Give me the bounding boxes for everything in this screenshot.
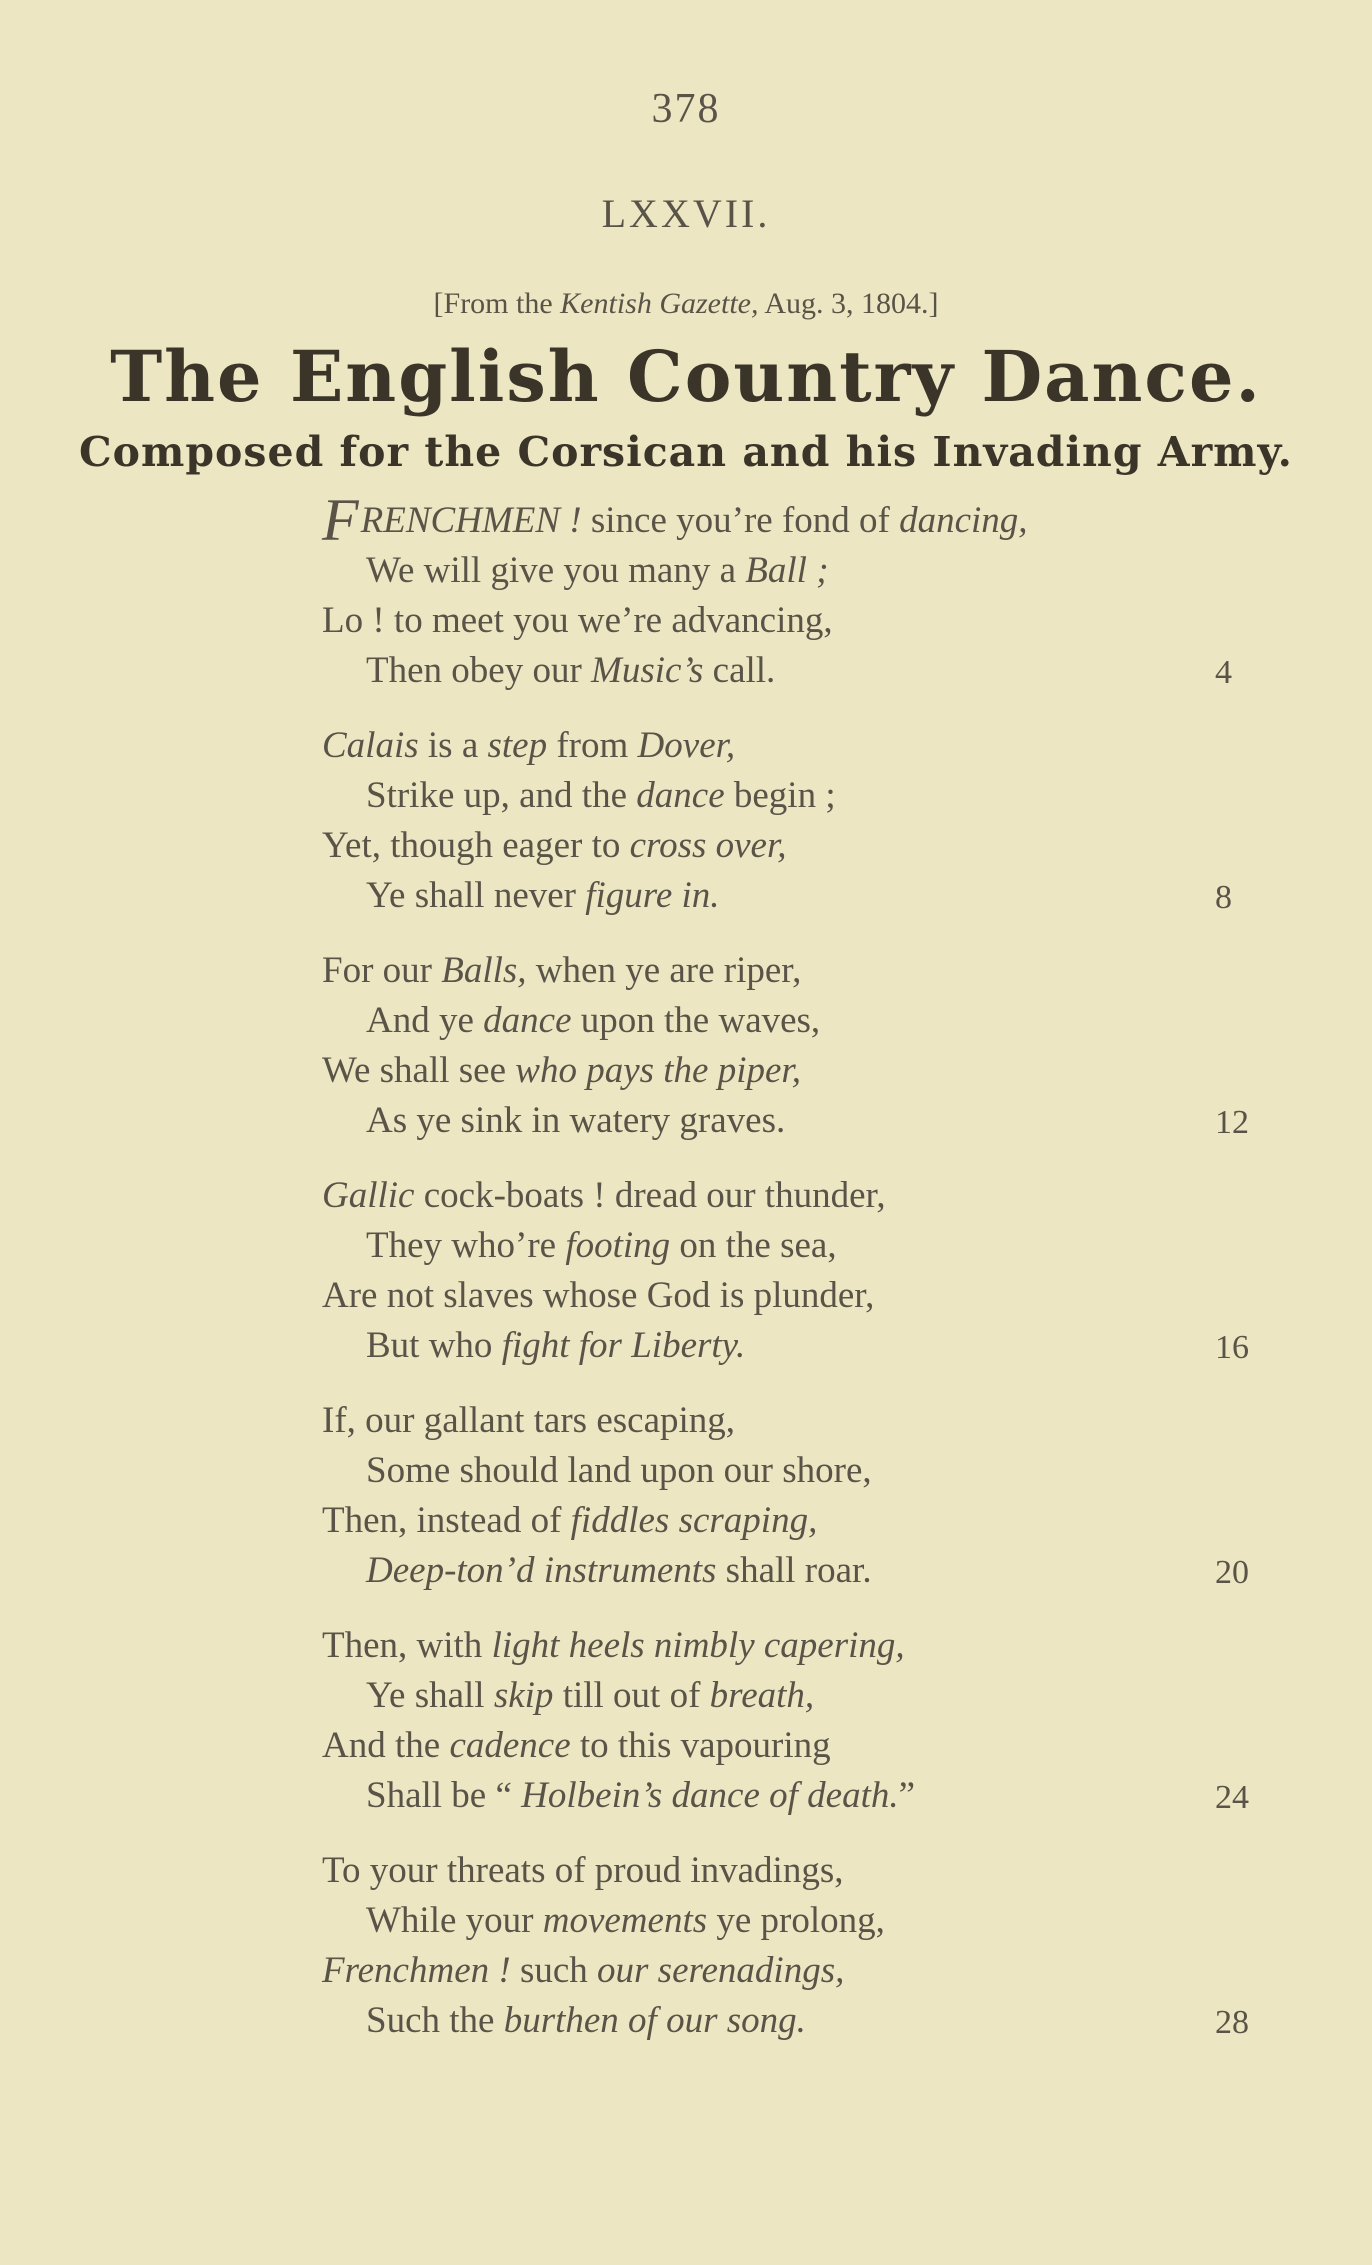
poem-line <box>322 487 1028 553</box>
italic-text: figure in. <box>585 875 720 916</box>
poem-line <box>322 827 787 864</box>
line-text: Ye shall <box>366 1675 494 1716</box>
poem-line <box>366 1002 820 1039</box>
line-number: 28 <box>1215 2004 1249 2041</box>
line-number: 8 <box>1215 879 1232 916</box>
poem-line <box>322 727 735 764</box>
poem-line <box>366 877 720 914</box>
poem-line <box>322 1727 831 1764</box>
line-text: call. <box>703 650 776 691</box>
italic-text: step <box>487 725 548 766</box>
poem-line <box>322 1502 817 1539</box>
line-text: As ye sink in watery graves. <box>366 1100 786 1141</box>
line-number: 24 <box>1215 1779 1249 1816</box>
italic-text: Holbein’s dance of death. <box>521 1775 899 1816</box>
poem-line <box>366 552 829 589</box>
italic-text: RENCHMEN ! <box>360 500 582 541</box>
italic-text: Balls, <box>441 950 527 991</box>
line-number: 16 <box>1215 1329 1249 1366</box>
line-text: begin ; <box>724 775 836 816</box>
italic-text: Gallic <box>322 1175 415 1216</box>
italic-text: Calais <box>322 725 419 766</box>
line-number: 20 <box>1215 1554 1249 1591</box>
line-text: such <box>510 1950 598 1991</box>
line-text: cock-boats ! dread our thunder, <box>414 1175 886 1216</box>
poem-line <box>366 777 836 814</box>
italic-text: burthen of our song. <box>503 2000 806 2041</box>
poem-line <box>322 602 833 639</box>
line-text: upon the waves, <box>571 1000 821 1041</box>
italic-text: dance <box>636 775 725 816</box>
line-text: They who’re <box>366 1225 566 1266</box>
line-text: till out of <box>553 1675 710 1716</box>
poem-subtitle: Composed for the Corsican and his Invading Army. <box>79 428 1293 476</box>
line-text: from <box>547 725 638 766</box>
poem-line <box>366 1327 745 1364</box>
italic-text: skip <box>493 1675 554 1716</box>
italic-text: fight for Liberty. <box>501 1325 746 1366</box>
italic-text: who pays the piper, <box>515 1050 801 1091</box>
poem-line <box>366 1227 837 1264</box>
italic-text: cross over, <box>629 825 787 866</box>
line-text: since you’re fond of <box>581 500 900 541</box>
poem-line <box>322 1952 844 1989</box>
italic-text: our serenadings, <box>597 1950 845 1991</box>
italic-text: Deep-ton’d instruments <box>366 1550 717 1591</box>
poem-line <box>322 952 801 989</box>
line-text: Strike up, and the <box>366 775 637 816</box>
italic-text: Ball ; <box>745 550 829 591</box>
line-text: shall roar. <box>716 1550 872 1591</box>
poem-line <box>366 1552 872 1589</box>
poem-title: The English Country Dance. <box>110 335 1262 418</box>
line-text: Shall be “ <box>366 1775 522 1816</box>
line-text: We shall see <box>322 1050 516 1091</box>
source-note <box>0 287 1372 321</box>
italic-text: Frenchmen ! <box>322 1950 511 1991</box>
poem-line <box>322 1177 886 1214</box>
poem-line <box>366 1902 885 1939</box>
line-text: Then, with <box>322 1625 492 1666</box>
source-prefix: [From the <box>433 287 561 320</box>
italic-text: dancing, <box>899 500 1028 541</box>
line-text: Then, instead of <box>322 1500 571 1541</box>
line-text: Ye shall never <box>366 875 586 916</box>
page-number: 378 <box>651 86 721 132</box>
poem-line <box>322 1627 905 1664</box>
source-suffix: Aug. 3, 1804.] <box>758 287 939 320</box>
line-text: For our <box>322 950 442 991</box>
line-text: Are not slaves whose God is plunder, <box>322 1275 875 1316</box>
poem-line <box>322 1277 874 1314</box>
line-text: to this vapouring <box>570 1725 831 1766</box>
line-number: 4 <box>1215 654 1232 691</box>
line-text: is a <box>418 725 488 766</box>
line-text: If, our gallant tars escaping, <box>322 1400 736 1441</box>
line-text: While your <box>366 1900 543 1941</box>
line-text: Lo ! to meet you we’re advancing, <box>322 600 833 641</box>
poem-line <box>366 1452 872 1489</box>
italic-text: cadence <box>449 1725 571 1766</box>
italic-text: breath, <box>709 1675 815 1716</box>
line-text: ” <box>898 1775 916 1816</box>
poem-line <box>366 1677 814 1714</box>
italic-text: F <box>322 487 359 553</box>
line-number: 12 <box>1215 1104 1249 1141</box>
line-text: And ye <box>366 1000 484 1041</box>
poem-line <box>322 1402 735 1439</box>
italic-text: movements <box>542 1900 708 1941</box>
line-text: We will give you many a <box>366 550 746 591</box>
italic-text: Dover, <box>637 725 736 766</box>
line-text: Yet, though eager to <box>322 825 630 866</box>
italic-text: fiddles scraping, <box>570 1500 818 1541</box>
source-publication: Kentish Gazette, <box>560 287 759 320</box>
italic-text: Music’s <box>591 650 704 691</box>
italic-text: light heels nimbly capering, <box>491 1625 905 1666</box>
italic-text: footing <box>565 1225 671 1266</box>
line-text: when ye are riper, <box>526 950 802 991</box>
line-text: Then obey our <box>366 650 592 691</box>
section-numeral: LXXVII. <box>601 191 771 236</box>
poem-line <box>366 652 775 689</box>
line-text: And the <box>322 1725 450 1766</box>
line-text: Some should land upon our shore, <box>366 1450 872 1491</box>
poem-line <box>322 1052 801 1089</box>
poem-line <box>366 1102 785 1139</box>
poem-line <box>366 1777 915 1814</box>
poem-line <box>322 1852 844 1889</box>
line-text: But who <box>366 1325 502 1366</box>
line-text: on the sea, <box>670 1225 837 1266</box>
poem-line <box>366 2002 806 2039</box>
line-text: ye prolong, <box>707 1900 885 1941</box>
line-text: Such the <box>366 2000 504 2041</box>
line-text: To your threats of proud invadings, <box>322 1850 844 1891</box>
italic-text: dance <box>483 1000 572 1041</box>
